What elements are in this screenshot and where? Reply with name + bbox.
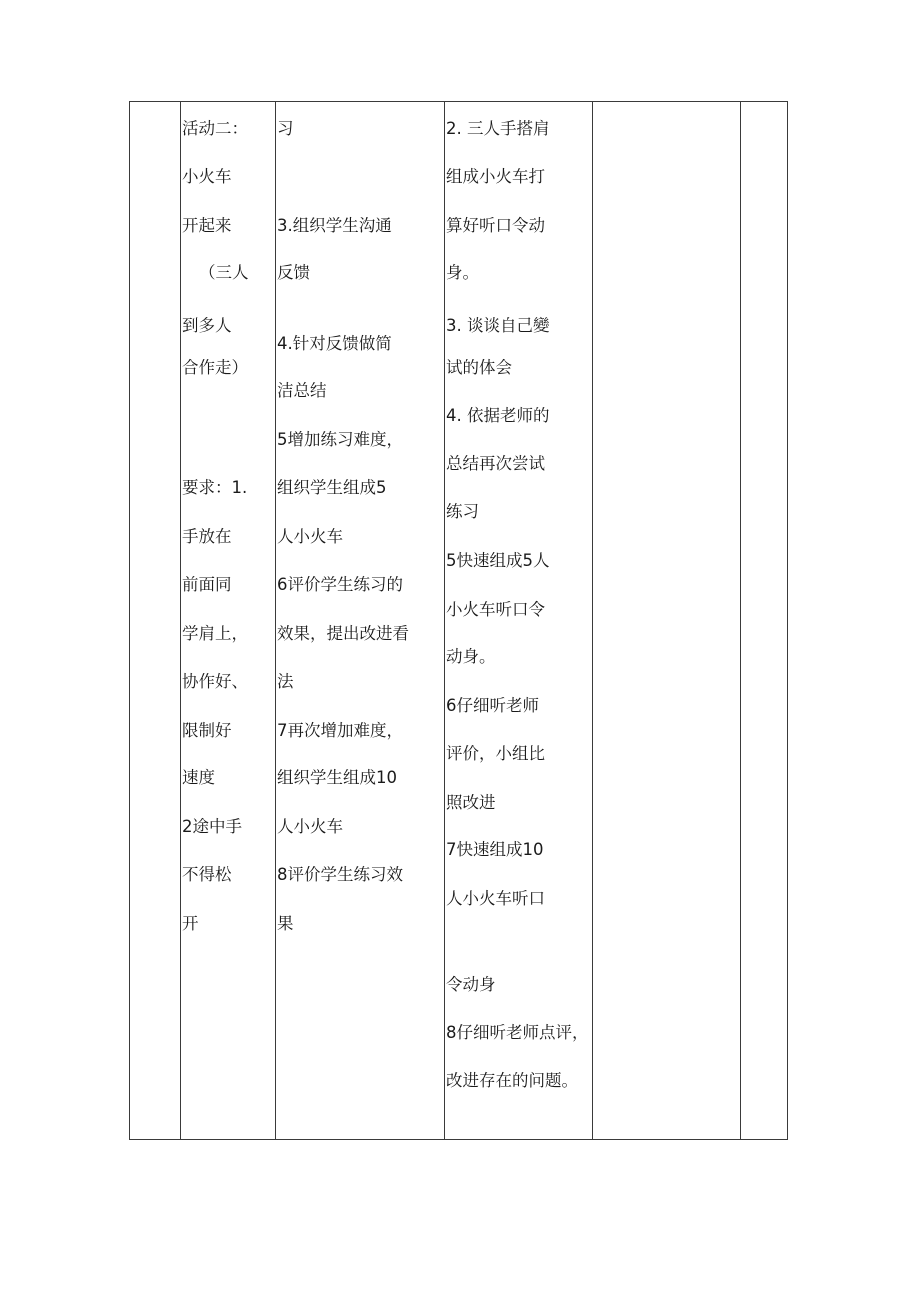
teacher-line: 效果，提出改进看 xyxy=(277,624,409,643)
student-line: 6仔细听老师 xyxy=(446,696,539,715)
lesson-plan-table xyxy=(129,101,788,1140)
student-line: 练习 xyxy=(446,502,479,521)
teacher-line: 3.组织学生沟通 xyxy=(277,216,392,235)
teacher-line: 反馈 xyxy=(277,263,310,282)
student-line: 8仔细听老师点评， xyxy=(446,1023,589,1042)
teacher-line: 7再次增加难度， xyxy=(277,721,403,740)
teacher-activity-cell xyxy=(276,102,445,1140)
student-line: 照改进 xyxy=(446,793,496,812)
activity-line: 前面同 xyxy=(182,575,232,594)
activity-line: 活动二： xyxy=(182,119,248,138)
activity-line: 速度 xyxy=(182,768,215,787)
activity-line: 开 xyxy=(182,914,199,933)
student-line: 算好听口令动 xyxy=(446,216,545,235)
teacher-line: 习 xyxy=(277,119,294,138)
student-line: 总结再次尝试 xyxy=(446,454,545,473)
activity-line: 合作走） xyxy=(182,358,248,377)
student-line: 5快速组成5人 xyxy=(446,551,550,570)
activity-cell xyxy=(181,102,276,1140)
table-row xyxy=(130,102,788,1140)
activity-line: （三人 xyxy=(199,263,249,282)
student-line: 改进存在的问题。 xyxy=(446,1071,578,1090)
activity-line: 不得松 xyxy=(182,865,232,884)
activity-line: 开起来 xyxy=(182,216,232,235)
student-activity-cell xyxy=(445,102,593,1140)
activity-line: 限制好 xyxy=(182,721,232,740)
teacher-line: 组织学生组成10 xyxy=(277,768,397,787)
empty-cell-first xyxy=(130,102,181,1140)
student-line: 试的体会 xyxy=(446,358,512,377)
activity-line: 手放在 xyxy=(182,527,232,546)
activity-line: 协作好、 xyxy=(182,672,248,691)
student-line: 2. 三人手搭肩 xyxy=(446,119,550,138)
activity-line: 学肩上， xyxy=(182,624,248,643)
activity-line: 2途中手 xyxy=(182,817,242,836)
student-line: 组成小火车打 xyxy=(446,167,545,186)
teacher-line: 洁总结 xyxy=(277,381,327,400)
student-line: 3. 谈谈自己變 xyxy=(446,316,550,335)
teacher-line: 组织学生组成5 xyxy=(277,478,387,497)
activity-line: 要求：1. xyxy=(182,478,248,497)
student-line: 人小火车听口 xyxy=(446,889,545,908)
student-line: 4. 依据老师的 xyxy=(446,406,550,425)
empty-cell-fifth xyxy=(593,102,741,1140)
teacher-line: 人小火车 xyxy=(277,817,343,836)
teacher-line: 5增加练习难度， xyxy=(277,430,403,449)
teacher-line: 8评价学生练习效 xyxy=(277,865,403,884)
activity-line: 到多人 xyxy=(182,316,232,335)
student-line: 7快速组成10 xyxy=(446,840,544,859)
student-line: 动身。 xyxy=(446,647,496,666)
student-line: 令动身 xyxy=(446,975,496,994)
activity-line: 小火车 xyxy=(182,167,232,186)
empty-cell-last xyxy=(741,102,788,1140)
teacher-line: 6评价学生练习的 xyxy=(277,575,403,594)
student-line: 身。 xyxy=(446,263,479,282)
teacher-line: 4.针对反馈做简 xyxy=(277,334,392,353)
teacher-line: 果 xyxy=(277,914,294,933)
teacher-line: 法 xyxy=(277,672,294,691)
student-line: 评价，小组比 xyxy=(446,744,545,763)
student-line: 小火车听口令 xyxy=(446,600,545,619)
teacher-line: 人小火车 xyxy=(277,527,343,546)
